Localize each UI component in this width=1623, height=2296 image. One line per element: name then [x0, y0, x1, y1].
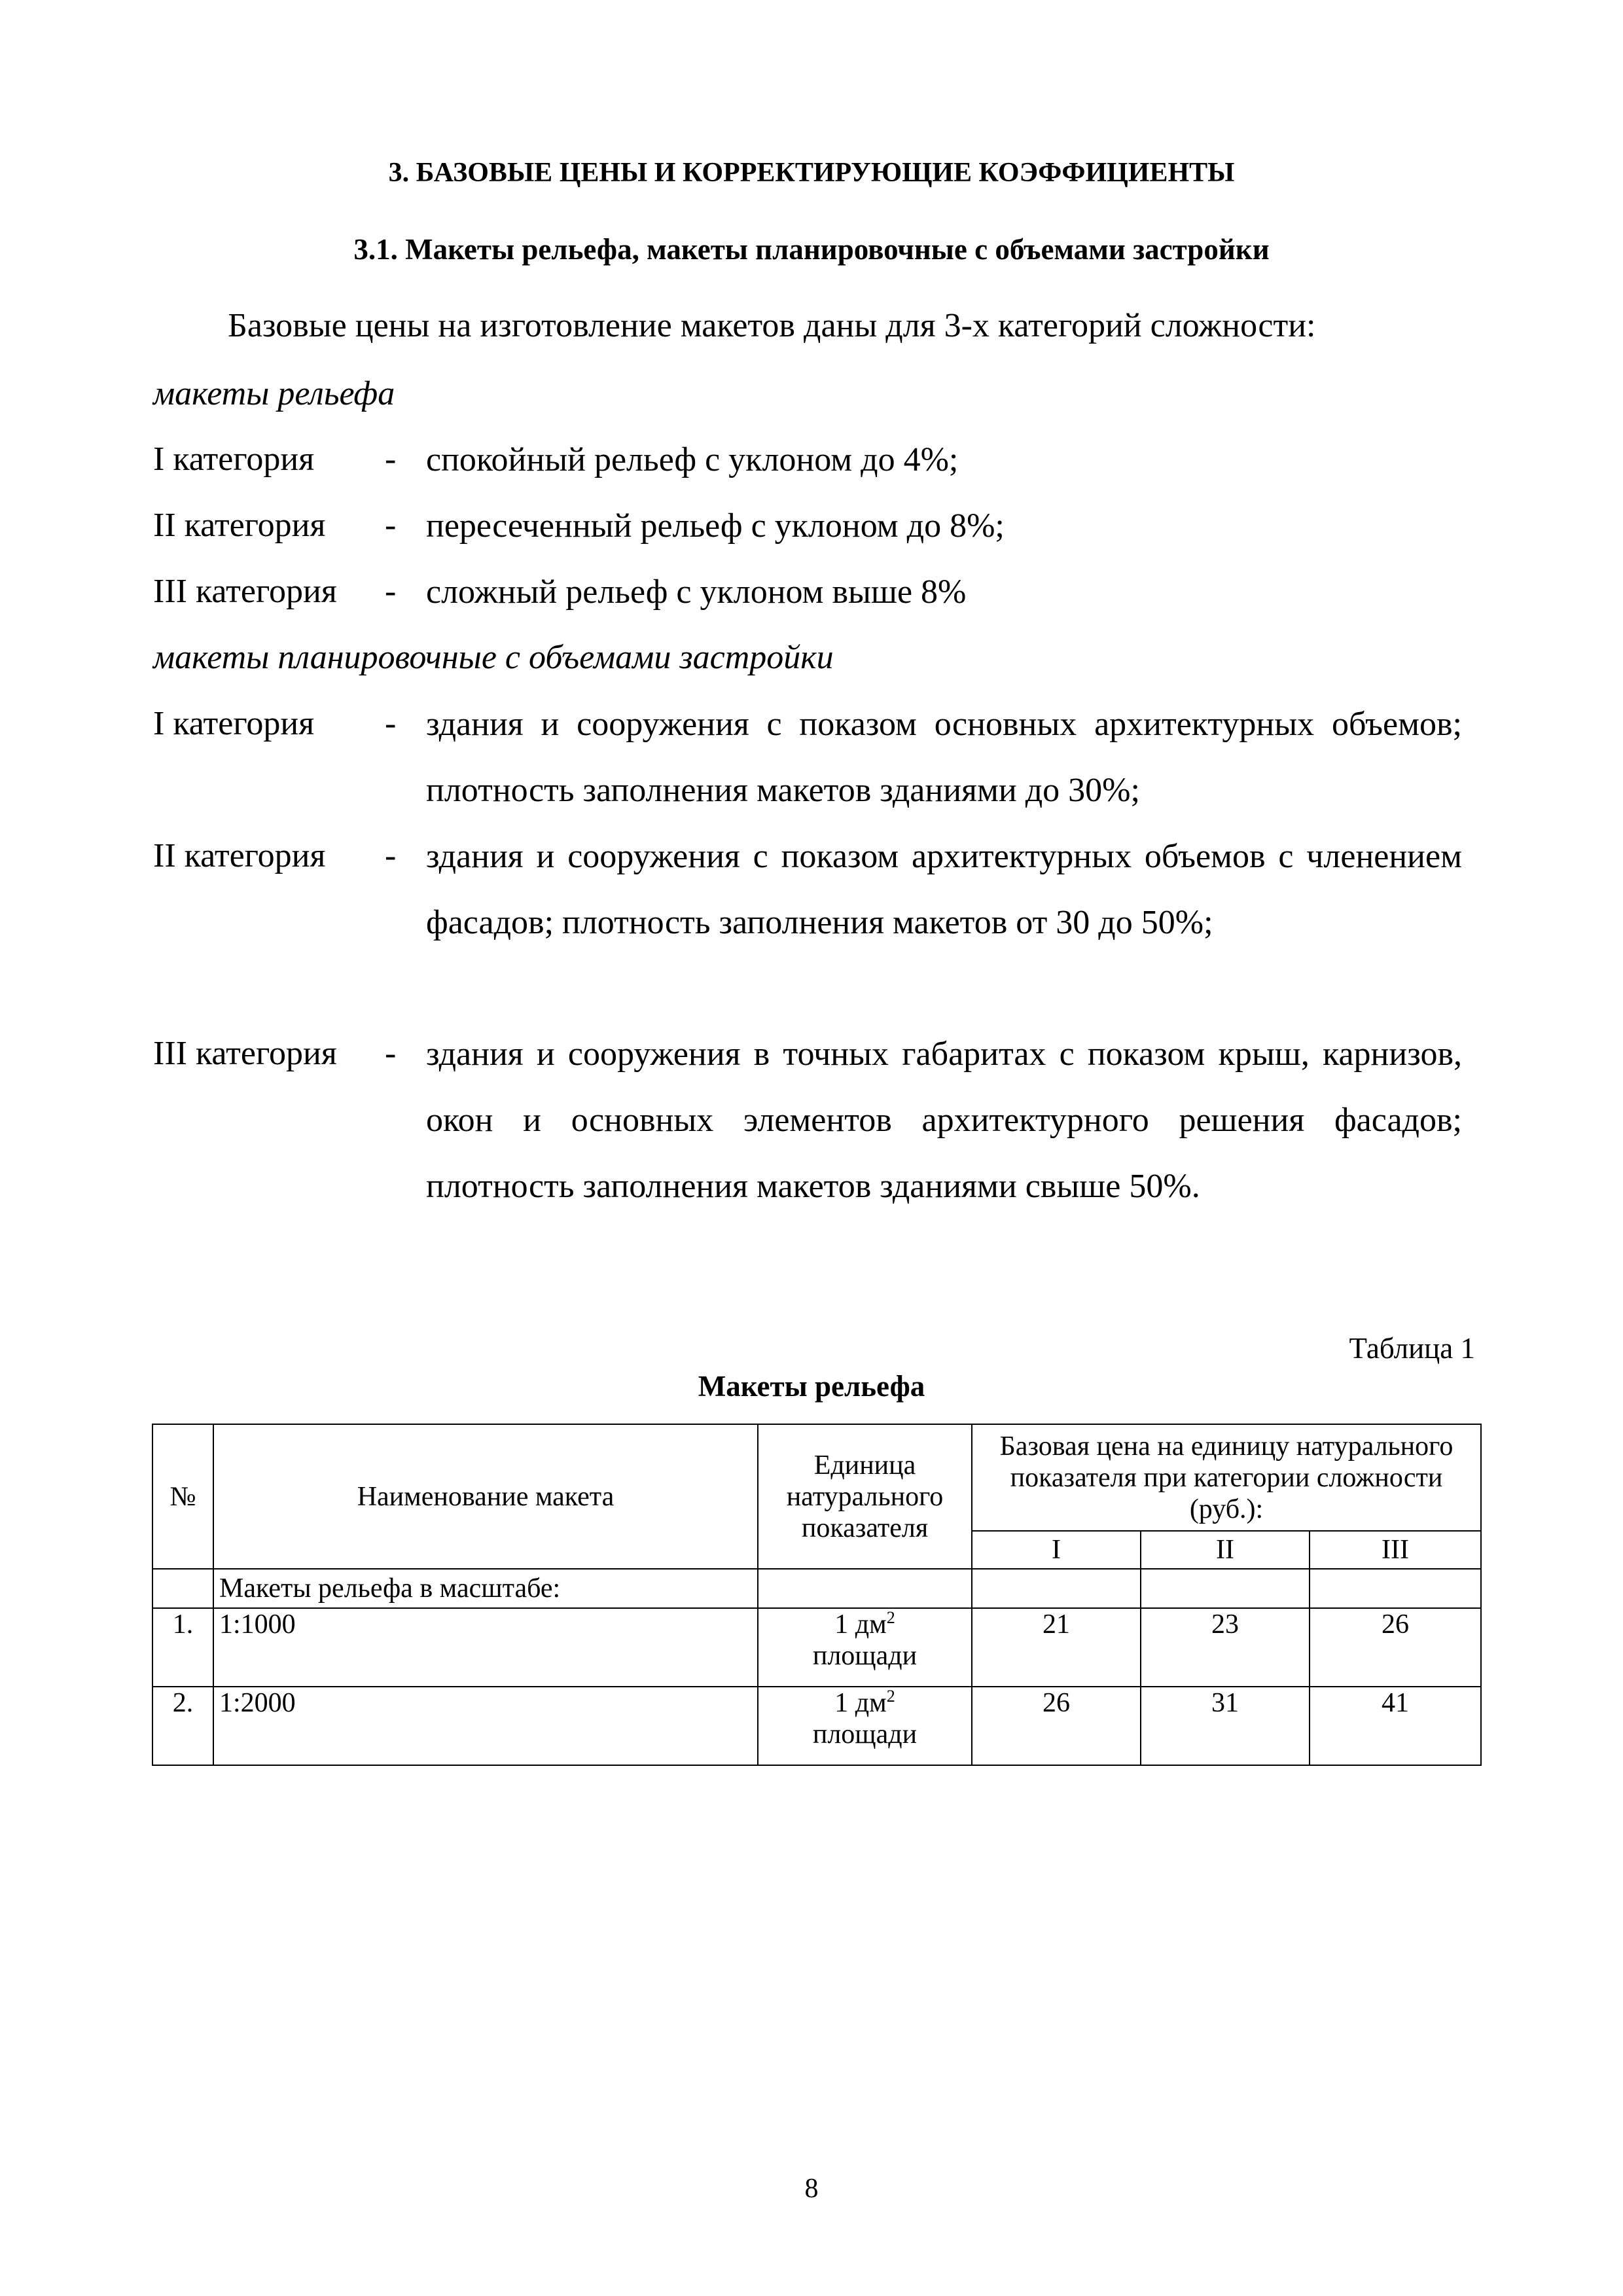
row-1-cat2: 23: [1141, 1608, 1310, 1687]
row-2-cat2: 31: [1141, 1687, 1310, 1765]
row-2-cat3: 41: [1310, 1687, 1481, 1765]
planning-category-3-dash: -: [385, 1035, 397, 1072]
planning-category-2-label: II категория: [153, 837, 326, 874]
group-row-cat3: [1310, 1569, 1481, 1608]
planning-category-1-dash: -: [385, 705, 397, 742]
group-row-num: [152, 1569, 213, 1608]
group-row-cat1: [972, 1569, 1141, 1608]
intro-paragraph: Базовые цены на изготовление макетов даны для 3-х категорий сложности:: [228, 307, 1316, 344]
row-1-unit-text: 1 дм: [834, 1609, 887, 1640]
relief-category-1-text: спокойный рельеф с уклоном до 4%;: [426, 441, 959, 478]
row-2-num: 2.: [152, 1687, 213, 1765]
row-1-num: 1.: [152, 1608, 213, 1687]
section-title: 3. БАЗОВЫЕ ЦЕНЫ И КОРРЕКТИРУЮЩИЕ КОЭФФИЦИЕНТЫ: [388, 158, 1235, 188]
planning-category-1-label: I категория: [153, 705, 315, 742]
header-price: Базовая цена на единицу натурального показателя при категории сложности (руб.):: [972, 1424, 1481, 1531]
row-2-name: 1:2000: [213, 1687, 758, 1765]
relief-category-2-text: пересеченный рельеф с уклоном до 8%;: [426, 507, 1005, 545]
table-number: Таблица 1: [1349, 1332, 1475, 1365]
table-group-row: [152, 1569, 1481, 1608]
table-title: Макеты рельефа: [698, 1370, 925, 1403]
row-2-unit: [758, 1687, 972, 1765]
row-2-cat1: 26: [972, 1687, 1141, 1765]
page-number: 8: [804, 2174, 819, 2204]
table-header-row: [152, 1424, 1481, 1531]
row-1-cat3: 26: [1310, 1608, 1481, 1687]
row-1-name: 1:1000: [213, 1608, 758, 1687]
row-1-unit: [758, 1608, 972, 1687]
header-unit: Единица натурального показателя: [758, 1424, 972, 1569]
relief-category-1-label: I категория: [153, 440, 315, 478]
header-name: Наименование макета: [213, 1424, 758, 1569]
header-category-1: I: [972, 1531, 1141, 1569]
relief-category-3-text: сложный рельеф с уклоном выше 8%: [426, 573, 967, 611]
relief-category-1-dash: -: [385, 440, 397, 478]
row-2-unit-text: 1 дм: [834, 1688, 887, 1718]
subsection-title: 3.1. Макеты рельефа, макеты планировочные с объемами застройки: [353, 233, 1270, 266]
price-table: [152, 1424, 1482, 1766]
row-1-unit-suffix: площади: [812, 1641, 918, 1671]
planning-category-3-label: III категория: [153, 1035, 337, 1072]
planning-category-2-dash: -: [385, 837, 397, 874]
group-row-label: Макеты рельефа в масштабе:: [213, 1569, 758, 1608]
planning-category-1-text: здания и сооружения с показом основных архитектурных объемов; плотность заполнения макетов зданиями до 30%;: [426, 706, 1462, 809]
row-2-unit-sup: 2: [886, 1687, 895, 1706]
row-2-unit-suffix: площади: [812, 1719, 918, 1749]
header-category-2: II: [1141, 1531, 1310, 1569]
relief-group-title: макеты рельефа: [153, 375, 395, 412]
relief-category-2-label: II категория: [153, 507, 326, 544]
relief-category-3-dash: -: [385, 573, 397, 610]
group-row-cat2: [1141, 1569, 1310, 1608]
planning-category-3-text: здания и сооружения в точных габаритах с показом крыш, карнизов, окон и основных элементов архитектурного решения фасадов; плотность заполнения макетов зданиями свыше 50%.: [426, 1035, 1462, 1205]
row-1-cat1: 21: [972, 1608, 1141, 1687]
table-row: [152, 1687, 1481, 1765]
relief-category-3-label: III категория: [153, 573, 337, 610]
planning-category-2-text: здания и сооружения с показом архитектурных объемов с членением фасадов; плотность заполнения макетов от 30 до 50%;: [426, 838, 1462, 941]
row-1-unit-sup: 2: [886, 1608, 895, 1627]
relief-category-2-dash: -: [385, 507, 397, 544]
header-num: №: [152, 1424, 213, 1569]
planning-group-title: макеты планировочные с объемами застройки: [153, 639, 834, 676]
group-row-unit: [758, 1569, 972, 1608]
header-category-3: III: [1310, 1531, 1481, 1569]
table-row: [152, 1608, 1481, 1687]
